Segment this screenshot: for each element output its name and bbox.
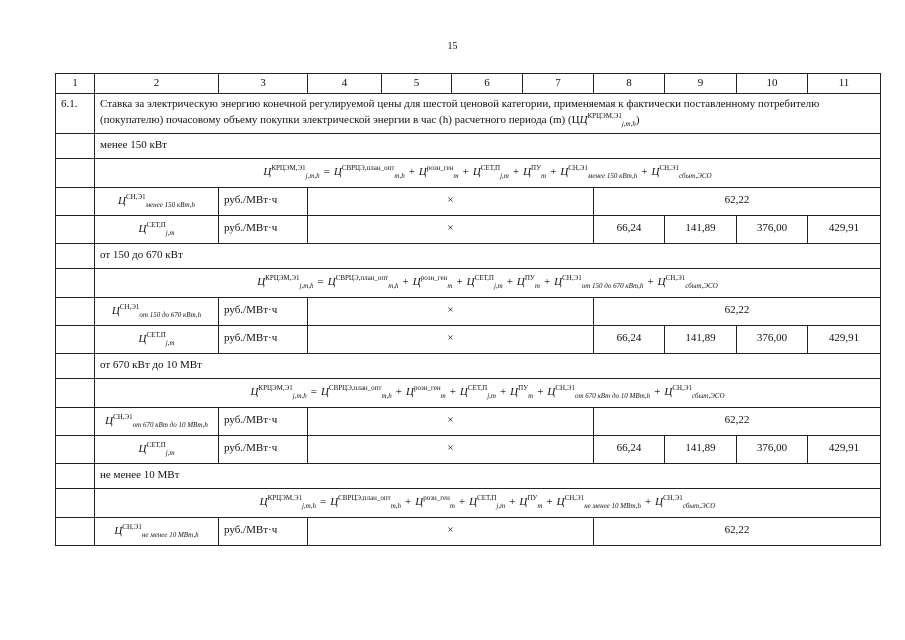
formula-lhs [259, 494, 316, 511]
formula-term-2-base: Ц [406, 386, 414, 399]
formula-term-3 [469, 494, 506, 511]
formula-term-6-base: Ц [655, 496, 664, 509]
formula-term-6-sup: СН,Э1 [665, 274, 686, 283]
formula-term-6-sub: сбыт,ЭСО [691, 392, 725, 401]
not-applicable-mark: × [308, 517, 594, 545]
component-sup: СН,Э1 [113, 412, 133, 421]
formula-term-6-base: Ц [651, 166, 660, 179]
formula-row [56, 268, 881, 297]
formula-lhs [263, 164, 320, 181]
value-col-11: 429,91 [808, 435, 881, 463]
component-sub: j,m [165, 228, 175, 237]
formula-term-4 [510, 384, 534, 401]
empty-cell [56, 435, 95, 463]
unit-cell: руб./МВт·ч [219, 517, 308, 545]
col-num-9: 9 [665, 74, 737, 94]
unit-cell: руб./МВт·ч [219, 187, 308, 215]
formula-lhs-sup: КРЦЭМ,Э1 [265, 274, 300, 283]
formula-term-5-sub: не менее 10 МВт,h [584, 502, 641, 511]
value-merged: 62,22 [594, 187, 881, 215]
component-symbol [95, 435, 219, 463]
formula-term-2-sub: m [447, 282, 453, 291]
formula [95, 158, 881, 187]
column-number-row [56, 74, 881, 94]
plus-sign: + [405, 496, 412, 509]
formula-lhs-sup: КРЦЭМ,Э1 [267, 494, 302, 503]
col-num-1: 1 [56, 74, 95, 94]
plus-sign: + [449, 386, 456, 399]
formula-lhs-sup: КРЦЭМ,Э1 [271, 164, 306, 173]
formula-term-1-sub: m,h [390, 502, 402, 511]
formula-term-1-base: Ц [320, 386, 329, 399]
component-symbol [95, 215, 219, 243]
not-applicable-mark: × [308, 187, 594, 215]
formula-term-1-base: Ц [327, 276, 336, 289]
formula-term-5-base: Ц [547, 386, 556, 399]
formula-term-6 [655, 494, 716, 511]
formula-term-5-sup: СН,Э1 [562, 274, 582, 283]
plus-sign: + [644, 496, 652, 509]
formula-term-4-sup: ПУ [527, 494, 538, 503]
col-num-8: 8 [594, 74, 665, 94]
formula-term-6 [657, 274, 718, 291]
subsection-row [56, 463, 881, 488]
formula-row [56, 488, 881, 517]
formula-term-3-base: Ц [469, 496, 478, 509]
col-num-3: 3 [219, 74, 308, 94]
unit-cell: руб./МВт·ч [219, 215, 308, 243]
plus-sign: + [456, 276, 463, 289]
subsection-row [56, 353, 881, 378]
formula-row [56, 378, 881, 407]
formula-term-2 [418, 164, 459, 181]
formula-term-4-sup: ПУ [518, 384, 529, 393]
formula-term-1-base: Ц [330, 496, 339, 509]
formula-term-5-sup: СН,Э1 [568, 164, 588, 173]
value-col-9: 141,89 [665, 215, 737, 243]
formula-term-1-sup: СВРЦЭ,план_опт [338, 494, 391, 503]
formula-term-6-sub: сбыт,ЭСО [679, 172, 712, 181]
component-symbol [95, 325, 219, 353]
formula-term-3-sup: СЕТ,П [474, 274, 494, 283]
formula [95, 488, 881, 517]
table-row [56, 407, 881, 435]
formula-term-6-sup: СН,Э1 [672, 384, 692, 393]
empty-cell [56, 325, 95, 353]
formula-term-3 [459, 384, 496, 401]
formula-lhs-sub: j,m,h [305, 172, 320, 181]
col-num-2: 2 [95, 74, 219, 94]
plus-sign: + [462, 166, 469, 179]
formula-lhs-base: Ц [263, 166, 272, 179]
col-num-4: 4 [308, 74, 382, 94]
formula-term-5-sub: от 150 до 670 кВт,h [581, 282, 644, 291]
formula-term-2-sup: розн_ген [413, 384, 441, 393]
value-merged: 62,22 [594, 407, 881, 435]
plus-sign: + [506, 276, 513, 289]
value-col-11: 429,91 [808, 215, 881, 243]
value-col-10: 376,00 [737, 215, 808, 243]
formula-term-3-sub: j,m [493, 282, 503, 291]
empty-cell [56, 517, 95, 545]
formula-term-3-sub: j,m [487, 392, 496, 401]
formula-lhs-sup: КРЦЭМ,Э1 [258, 384, 293, 393]
empty-cell [56, 268, 95, 297]
value-col-8: 66,24 [594, 215, 665, 243]
formula-term-2-base: Ц [418, 166, 427, 179]
plus-sign: + [641, 166, 648, 179]
component-base: Ц [138, 222, 147, 235]
subsection-row [56, 133, 881, 158]
plus-sign: + [546, 496, 553, 509]
formula-lhs [250, 384, 307, 401]
formula-term-1-sup: СВРЦЭ,план_опт [341, 164, 395, 173]
table-row [56, 297, 881, 325]
col-num-11: 11 [808, 74, 881, 94]
component-sup: СН,Э1 [125, 192, 146, 201]
component-sub: не менее 10 МВт,h [141, 530, 199, 539]
formula-term-3-sup: СЕТ,П [480, 164, 501, 173]
empty-cell [56, 488, 95, 517]
plus-sign: + [654, 386, 661, 399]
empty-cell [56, 243, 95, 268]
empty-cell [56, 187, 95, 215]
col-num-5: 5 [382, 74, 452, 94]
component-sup: СН,Э1 [119, 302, 140, 311]
formula-term-4-base: Ц [519, 496, 528, 509]
formula-term-4 [523, 164, 547, 181]
formula-term-5 [556, 494, 641, 511]
component [138, 330, 175, 347]
value-col-11: 429,91 [808, 325, 881, 353]
formula-term-2-sup: розн_ген [426, 164, 454, 173]
empty-cell [56, 463, 95, 488]
formula-term-2-base: Ц [415, 496, 424, 509]
empty-cell [56, 158, 95, 187]
table-row [56, 215, 881, 243]
subsection-label: от 150 до 670 кВт [95, 243, 881, 268]
plus-sign: + [458, 496, 466, 509]
empty-cell [56, 297, 95, 325]
col-num-10: 10 [737, 74, 808, 94]
value-col-9: 141,89 [665, 435, 737, 463]
formula-lhs-sub: j,m,h [292, 392, 307, 401]
formula-term-5-base: Ц [554, 276, 563, 289]
formula-lhs-sub: j,m,h [301, 502, 316, 511]
not-applicable-mark: × [308, 215, 594, 243]
formula-term-4-sub: m [528, 392, 534, 401]
formula-term-3 [466, 274, 503, 291]
component [138, 220, 175, 237]
component-sup: СН,Э1 [122, 522, 142, 531]
formula-term-5-sup: СН,Э1 [564, 494, 585, 503]
col-num-6: 6 [452, 74, 523, 94]
component [138, 440, 175, 457]
formula-term-4-sub: m [541, 172, 547, 181]
formula-term-4-base: Ц [523, 166, 532, 179]
formula-term-4 [519, 494, 543, 511]
empty-cell [56, 133, 95, 158]
equals-sign: = [319, 496, 327, 509]
value-col-8: 66,24 [594, 435, 665, 463]
formula-term-3-sub: j,m [500, 172, 509, 181]
plus-sign: + [509, 496, 516, 509]
plus-sign: + [512, 166, 520, 179]
value-merged: 62,22 [594, 297, 881, 325]
section-number: 6.1. [56, 94, 95, 134]
formula-term-2-base: Ц [412, 276, 421, 289]
formula-term-2 [406, 384, 446, 401]
component-symbol [95, 297, 219, 325]
component-base: Ц [138, 442, 147, 455]
component-base: Ц [105, 414, 114, 427]
formula-lhs-base: Ц [259, 496, 268, 509]
formula-lhs-sub: j,m,h [299, 282, 314, 291]
formula-term-1-sub: m,h [394, 172, 405, 181]
formula-term-6-sub: сбыт,ЭСО [682, 502, 716, 511]
formula-term-3-sub: j,m [496, 502, 506, 511]
formula-term-1-sub: m,h [381, 392, 392, 401]
formula-term-3 [472, 164, 509, 181]
unit-cell: руб./МВт·ч [219, 407, 308, 435]
empty-cell [56, 407, 95, 435]
not-applicable-mark: × [308, 325, 594, 353]
subsection-label: от 670 кВт до 10 МВт [95, 353, 881, 378]
component-sub: менее 150 кВт,h [145, 200, 195, 209]
page-number: 15 [447, 41, 458, 52]
formula-term-4 [516, 274, 540, 291]
formula-term-2-sub: m [440, 392, 446, 401]
empty-cell [56, 353, 95, 378]
value-col-10: 376,00 [737, 435, 808, 463]
section-symbol-sub: j,m,h [621, 119, 636, 128]
formula-term-6-sup: СН,Э1 [659, 164, 680, 173]
formula-term-1 [320, 384, 392, 401]
formula-term-1 [330, 494, 402, 511]
formula-term-4-base: Ц [516, 276, 525, 289]
plus-sign: + [647, 276, 654, 289]
formula [95, 268, 881, 297]
formula-term-5 [554, 274, 644, 291]
formula-term-1-sup: СВРЦЭ,план_опт [335, 274, 389, 283]
formula-term-5 [560, 164, 638, 181]
component-sub: от 150 до 670 кВт,h [139, 310, 202, 319]
formula-term-4-sup: ПУ [531, 164, 542, 173]
col-num-7: 7 [523, 74, 594, 94]
empty-cell [56, 378, 95, 407]
not-applicable-mark: × [308, 407, 594, 435]
formula-term-1-base: Ц [333, 166, 342, 179]
component [118, 192, 195, 209]
formula-term-5-sup: СН,Э1 [555, 384, 575, 393]
formula-lhs-base: Ц [250, 386, 259, 399]
component [114, 522, 199, 539]
plus-sign: + [499, 386, 507, 399]
formula-term-3-sup: СЕТ,П [467, 384, 488, 393]
section-text-end: ) [635, 113, 640, 126]
table-row [56, 187, 881, 215]
formula-term-5-sub: менее 150 кВт,h [587, 172, 638, 181]
value-col-10: 376,00 [737, 325, 808, 353]
formula-term-1 [327, 274, 399, 291]
table-row [56, 325, 881, 353]
component-base: Ц [118, 194, 126, 207]
section-description [95, 94, 881, 134]
plus-sign: + [408, 166, 415, 179]
formula [95, 378, 881, 407]
value-merged: 62,22 [594, 517, 881, 545]
plus-sign: + [550, 166, 557, 179]
not-applicable-mark: × [308, 435, 594, 463]
formula-term-6-base: Ц [664, 386, 673, 399]
section-row [56, 94, 881, 134]
formula-term-4-sub: m [534, 282, 540, 291]
equals-sign: = [323, 166, 330, 179]
formula-term-3-base: Ц [459, 386, 468, 399]
subsection-row [56, 243, 881, 268]
formula-term-2-sub: m [449, 502, 455, 511]
subsection-label: не менее 10 МВт [95, 463, 881, 488]
formula-term-5-sub: от 670 кВт до 10 МВт,h [574, 392, 651, 401]
component-base: Ц [138, 332, 147, 345]
formula-term-2-sup: розн_ген [423, 494, 450, 503]
formula-term-5-base: Ц [560, 166, 569, 179]
empty-cell [56, 215, 95, 243]
formula-term-3-base: Ц [466, 276, 475, 289]
component-sub: j,m [165, 448, 175, 457]
formula-term-5 [547, 384, 651, 401]
formula-term-6-base: Ц [657, 276, 666, 289]
formula-term-3-base: Ц [472, 166, 481, 179]
formula-term-4-sup: ПУ [524, 274, 535, 283]
formula-term-2-sup: розн_ген [420, 274, 448, 283]
plus-sign: + [402, 276, 409, 289]
component-sup: СЕТ,П [146, 220, 166, 229]
formula-term-6-sub: сбыт,ЭСО [685, 282, 718, 291]
formula-term-6 [664, 384, 725, 401]
section-symbol-sup: КРЦЭМ,Э1 [587, 111, 622, 120]
plus-sign: + [537, 386, 544, 399]
formula-lhs [257, 274, 314, 291]
equals-sign: = [310, 386, 317, 399]
section-text: Ставка за электрическую энергию конечной регулируемой цены для шестой ценовой категории, применяемая к фактически поставленному потребителю (покупателю) почасовому объему покупки электрической энергии в час (h) расчетного периода (m) (Ц [100, 98, 820, 126]
component [111, 302, 202, 319]
value-col-9: 141,89 [665, 325, 737, 353]
formula-term-6-sup: СН,Э1 [663, 494, 683, 503]
component-base: Ц [111, 304, 120, 317]
formula-row [56, 158, 881, 187]
component-sub: от 670 кВт до 10 МВт,h [132, 420, 208, 429]
formula-term-1-sub: m,h [388, 282, 399, 291]
plus-sign: + [395, 386, 403, 399]
formula-term-6 [651, 164, 712, 181]
component [105, 412, 208, 429]
component-symbol [95, 187, 219, 215]
formula-term-1 [333, 164, 405, 181]
value-col-8: 66,24 [594, 325, 665, 353]
formula-term-2-sub: m [453, 172, 459, 181]
formula-lhs-base: Ц [257, 276, 266, 289]
unit-cell: руб./МВт·ч [219, 325, 308, 353]
component-sup: СЕТ,П [146, 330, 166, 339]
component-sub: j,m [165, 338, 175, 347]
tariff-table [55, 73, 881, 546]
unit-cell: руб./МВт·ч [219, 435, 308, 463]
component-sup: СЕТ,П [146, 440, 166, 449]
equals-sign: = [317, 276, 324, 289]
not-applicable-mark: × [308, 297, 594, 325]
formula-term-2 [415, 494, 455, 511]
formula-term-4-base: Ц [510, 386, 519, 399]
formula-term-5-base: Ц [556, 496, 565, 509]
section-symbol-base: Ц [579, 113, 588, 126]
component-symbol [95, 517, 219, 545]
table-row [56, 517, 881, 545]
subsection-label: менее 150 кВт [95, 133, 881, 158]
formula-term-2 [412, 274, 453, 291]
table-row [56, 435, 881, 463]
formula-term-1-sup: СВРЦЭ,план_опт [328, 384, 382, 393]
unit-cell: руб./МВт·ч [219, 297, 308, 325]
formula-term-4-sub: m [537, 502, 543, 511]
formula-term-3-sup: СЕТ,П [477, 494, 497, 503]
plus-sign: + [543, 276, 551, 289]
component-base: Ц [114, 524, 123, 537]
component-symbol [95, 407, 219, 435]
